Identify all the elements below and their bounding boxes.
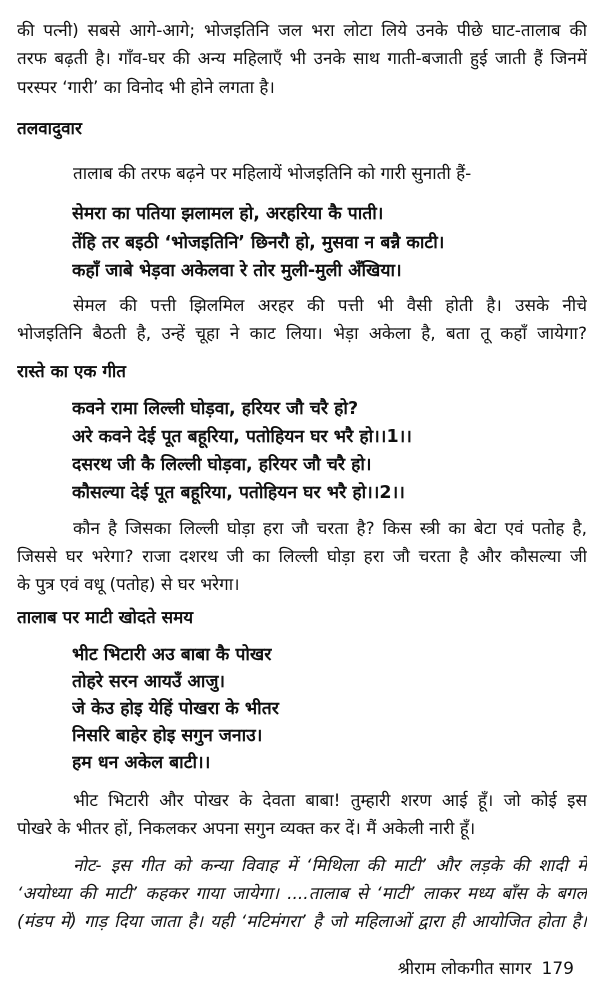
- section-heading-talwaduwar: तलवादुवार: [17, 119, 82, 139]
- para3-line-1: सेमल की पत्ती झिलमिल अरहर की पत्ती भी वैसी होती है। उसके नीचे: [73, 296, 587, 316]
- para5-line-1: भीट भिटारी और पोखर के देवता बाबा! तुम्हारी शरण आई हूँ। जो कोई इस: [73, 791, 587, 811]
- verse2-line-4: कौसल्या देई पूत बहूरिया, पतोहियन घर भरै हो।।2।।: [72, 483, 405, 503]
- verse3-line-1: भीट भिटारी अउ बाबा कै पोखर: [72, 645, 272, 665]
- para4-line-2: जिससे घर भरेगा? राजा दशरथ जी का लिल्ली घोड़ा हरा जौ चरता है और कौसल्या जी: [17, 547, 587, 567]
- para1-line-2: तरफ बढ़ती है। गाँव-घर की अन्य महिलाएँ भी उनके साथ गाती-बजाती हुई जाती हैं जिनमें: [17, 49, 587, 69]
- verse3-line-5: हम धन अकेल बाटी।।: [72, 753, 211, 773]
- verse1-line-3: कहाँ जाबे भेड़वा अकेलवा रे तोर मुली-मुली अँखिया।: [72, 261, 402, 281]
- note-line-1: नोट- इस गीत को कन्या विवाह में ‘मिथिला की माटी’ और लड़के की शादी में: [73, 856, 587, 876]
- para4-line-3: के पुत्र एवं वधू (पतोह) से घर भरेगा।: [17, 575, 240, 595]
- verse2-line-1: कवने रामा लिल्ली घोड़वा, हरियर जौ चरै हो?: [72, 399, 359, 419]
- book-title: श्रीराम लोकगीत सागर: [397, 959, 532, 979]
- note-line-2: ‘अयोध्या की माटी’ कहकर गाया जायेगा। ....तालाब से ‘माटी’ लाकर मध्य बाँस के बगल: [17, 884, 587, 904]
- verse3-line-4: निसरि बाहेर होइ सगुन जनाउ।: [72, 726, 263, 746]
- para3-line-2: भोजइतिनि बैठती है, उन्हें चूहा ने काट लिया। भेड़ा अकेला है, बता तू कहाँ जायेगा?: [17, 324, 587, 344]
- verse3-line-3: जे केउ होइ येहिं पोखरा के भीतर: [72, 699, 279, 719]
- para1-line-3: परस्पर ‘गारी’ का विनोद भी होने लगता है।: [17, 78, 275, 98]
- section-heading-raste-ka-geet: रास्ते का एक गीत: [17, 362, 126, 382]
- verse2-line-2: अरे कवने देई पूत बहूरिया, पतोहियन घर भरै हो।।1।।: [72, 427, 412, 447]
- para2-line-1: तालाब की तरफ बढ़ने पर महिलायें भोजइतिनि को गारी सुनाती हैं-: [73, 164, 472, 184]
- section-heading-talab-par-mati: तालाब पर माटी खोदते समय: [17, 608, 194, 628]
- verse1-line-2: तेंहि तर बइठी ‘भोजइतिनि’ छिनरौ हो, मुसवा न बन्नै काटी।: [72, 233, 445, 253]
- verse3-line-2: तोहरे सरन आयउँ आजु।: [72, 672, 226, 692]
- verse2-line-3: दसरथ जी कै लिल्ली घोड़वा, हरियर जौ चरै हो।: [72, 455, 372, 475]
- para4-line-1: कौन है जिसका लिल्ली घोड़ा हरा जौ चरता है? किस स्त्री का बेटा एवं पतोह है,: [73, 519, 587, 539]
- para1-line-1: की पत्नी) सबसे आगे-आगे; भोजइतिनि जल भरा लोटा लिये उनके पीछे घाट-तालाब की: [17, 21, 587, 41]
- para5-line-2: पोखरे के भीतर हों, निकलकर अपना सगुन व्यक्त कर दें। मैं अकेली नारी हूँ।: [17, 819, 476, 839]
- page-footer: [398, 956, 574, 982]
- page-number: 179: [541, 959, 574, 979]
- note-line-3: (मंडप में) गाड़ दिया जाता है। यही ‘मटिमंगरा’ है जो महिलाओं द्वारा ही आयोजित होता है।: [17, 912, 587, 932]
- verse1-line-1: सेमरा का पतिया झलामल हो, अरहरिया कै पाती।: [72, 204, 384, 224]
